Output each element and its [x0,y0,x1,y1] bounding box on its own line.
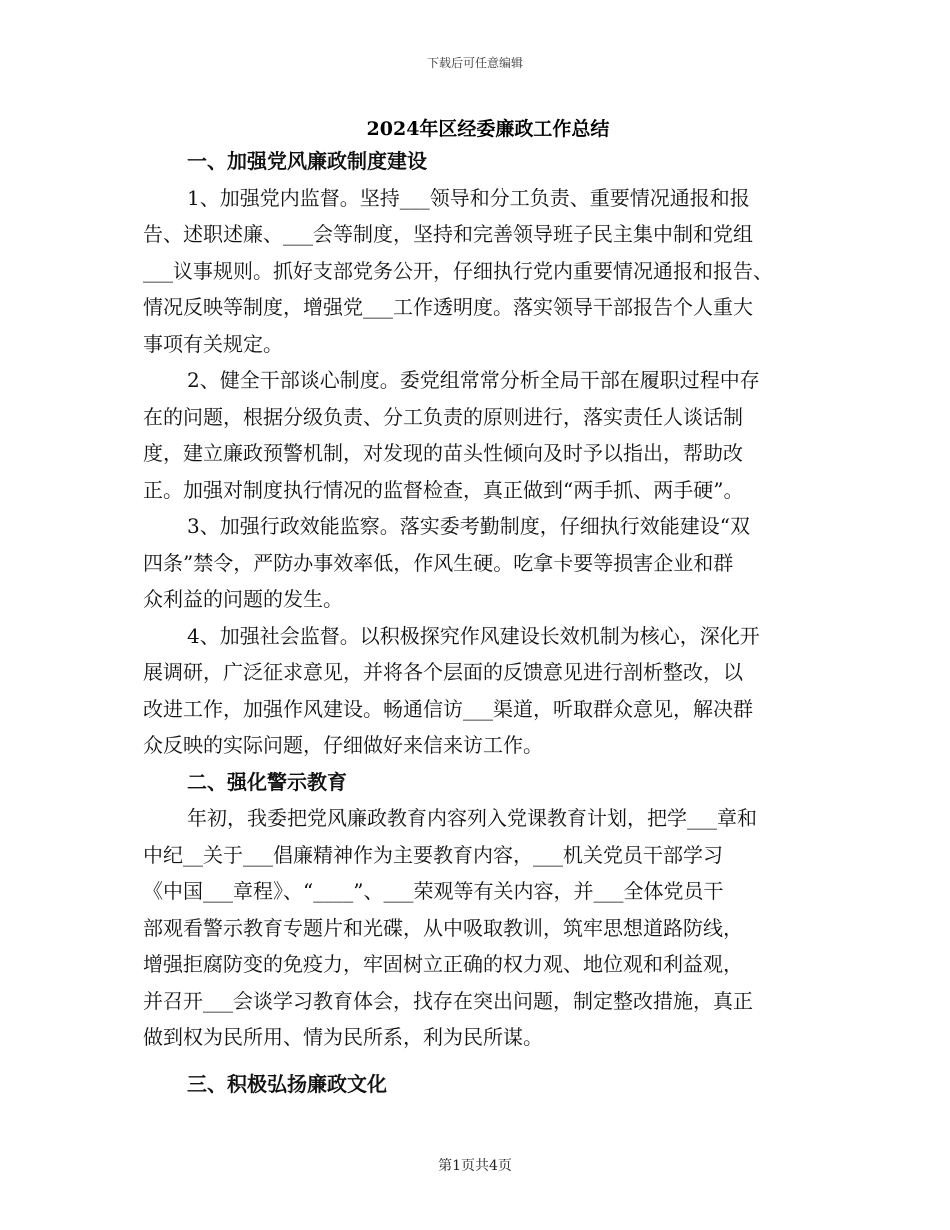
paragraph-line: 增强拒腐防变的免疫力，牢固树立正确的权力观、地位观和利益观， [143,952,743,976]
paragraph-line: 告、述职述廉、___会等制度，坚持和完善领导班子民主集中制和党组 [143,222,753,246]
paragraph-line: 展调研，广泛征求意见，并将各个层面的反馈意见进行剖析整改，以 [143,660,743,684]
paragraph-line: 4、加强社会监督。以积极探究作风建设长效机制为核心，深化开 [187,623,760,648]
paragraph [143,362,815,508]
document-body [143,143,815,1102]
paragraph-line: 改进工作，加强作风建设。畅通信访___渠道，听取群众意见，解决群 [143,696,753,721]
paragraph-line: 年初，我委把党风廉政教育内容列入党课教育计划，把学___章和 [187,806,757,830]
document-title: 2024年区经委廉政工作总结 [366,118,610,140]
paragraph [143,180,815,363]
header-note: 下载后可任意编辑 [426,56,523,70]
paragraph-line: 在的问题，根据分级负责、分工负责的原则进行，落实责任人谈话制 [143,404,743,429]
spacer [143,1056,815,1066]
page-footer: 第1页共4页 [438,1158,512,1174]
section-heading: 二、强化警示教育 [187,769,347,794]
paragraph-line: 1、加强党内监督。坚持___领导和分工负责、重要情况通报和报 [187,185,750,210]
paragraph-line: 《中国___章程》、“____”、___荣观等有关内容，并___全体党员干 [143,879,724,903]
paragraph-line: 情况反映等制度，增强党___工作透明度。落实领导干部报告个人重大 [143,295,753,319]
paragraph-line: 众利益的问题的发生。 [143,587,343,611]
paragraph [143,618,815,764]
section-heading: 三、积极弘扬廉政文化 [187,1071,387,1096]
paragraph-line: ___议事规则。抓好支部党务公开，仔细执行党内重要情况通报和报告、 [143,258,773,283]
paragraph-line: 众反映的实际问题，仔细做好来信来访工作。 [143,733,543,757]
paragraph-line: 四条”禁令，严防办事效率低，作风生硬。吃拿卡要等损害企业和群 [143,550,734,575]
paragraph-line: 事项有关规定。 [143,331,283,356]
paragraph-line: 2、健全干部谈心制度。委党组常常分析全局干部在履职过程中存 [187,368,760,392]
paragraph [143,508,815,618]
paragraph-line: 做到权为民所用、情为民所系，利为民所谋。 [143,1025,543,1049]
paragraph-line: 部观看警示教育专题片和光碟，从中吸取教训，筑牢思想道路防线， [143,915,743,940]
section-heading: 一、加强党风廉政制度建设 [187,149,427,173]
paragraph-line: 中纪__关于___倡廉精神作为主要教育内容，___机关党员干部学习 [143,842,723,867]
paragraph-line: 度，建立廉政预警机制，对发现的苗头性倾向及时予以指出，帮助改 [143,441,743,465]
paragraph [143,800,815,1056]
paragraph-line: 正。加强对制度执行情况的监督检查，真正做到“两手抓、两手硬”。 [143,477,744,502]
paragraph-line: 3、加强行政效能监察。落实委考勤制度，仔细执行效能建设“双 [187,514,750,538]
paragraph-line: 并召开___会谈学习教育体会，找存在突出问题，制定整改措施，真正 [143,988,753,1013]
